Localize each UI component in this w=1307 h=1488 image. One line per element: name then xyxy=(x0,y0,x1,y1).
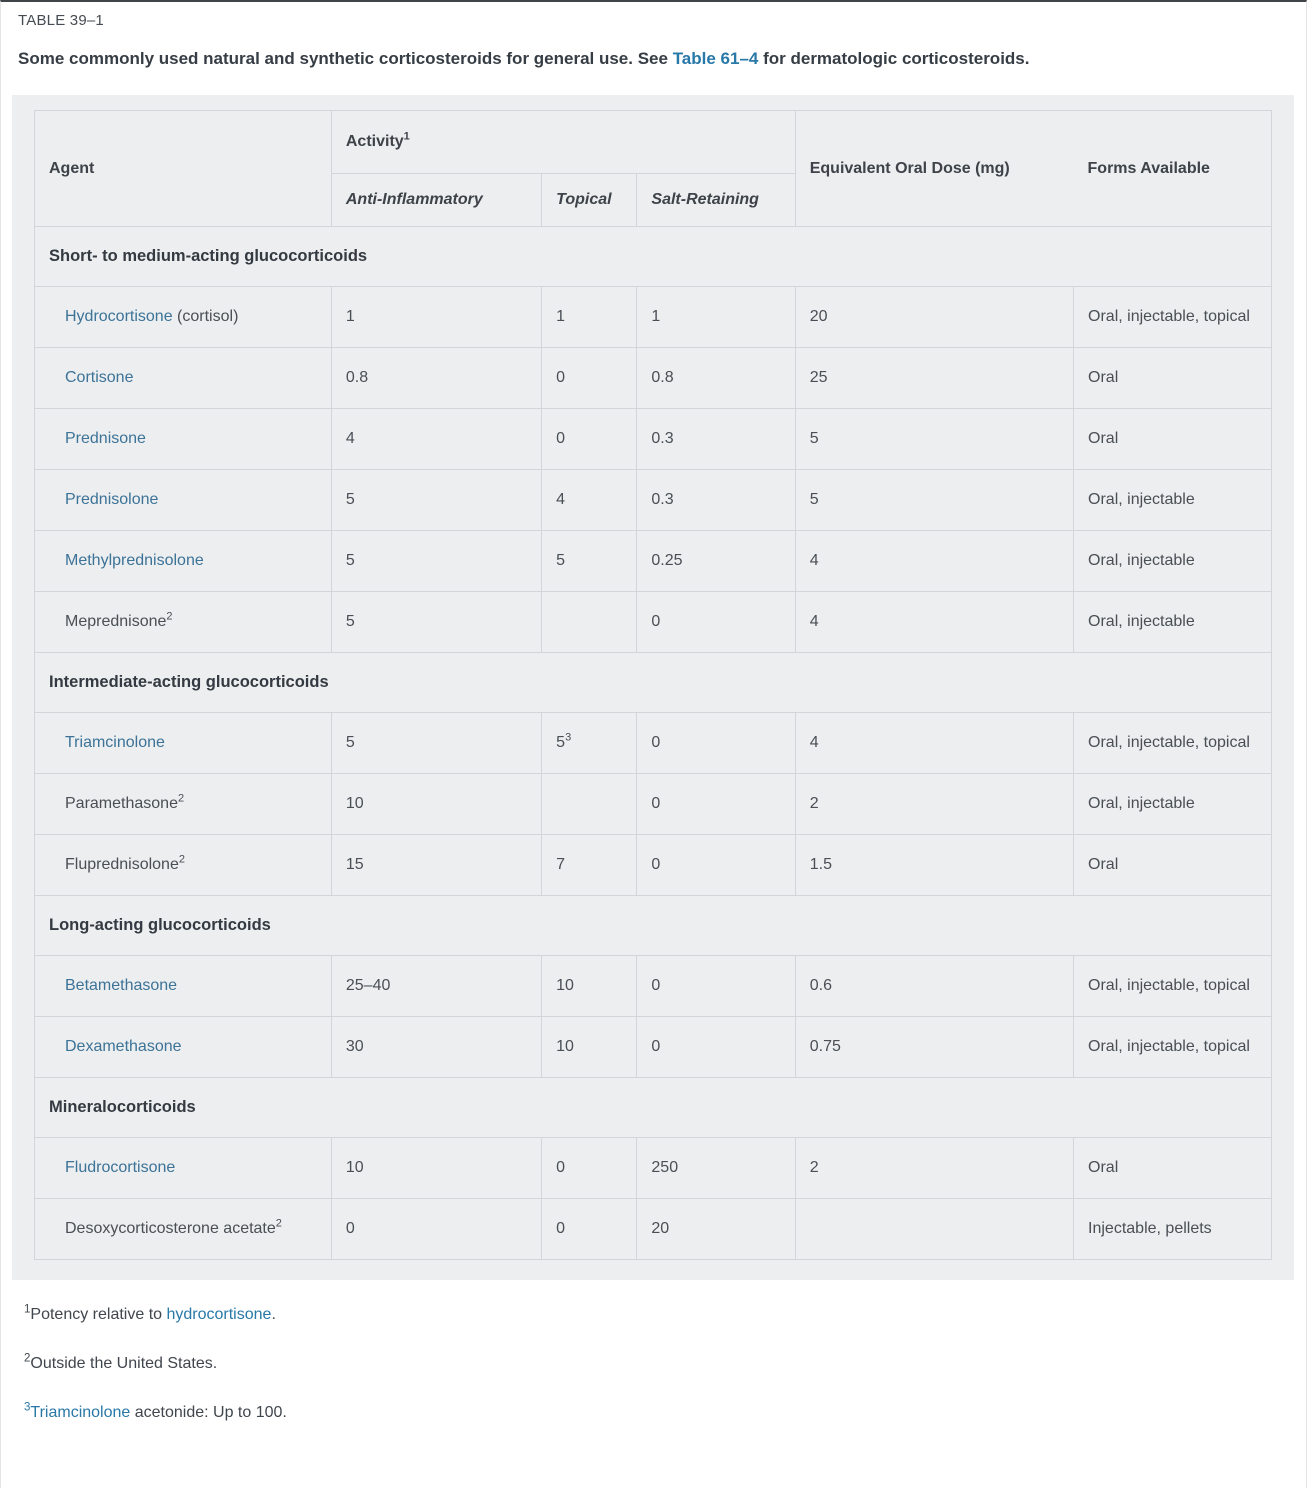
anti-inflammatory-cell: 5 xyxy=(331,531,541,592)
header-equivalent-oral-dose: Equivalent Oral Dose (mg) xyxy=(795,111,1073,227)
salt-retaining-cell: 0.8 xyxy=(637,348,795,409)
topical-cell: 7 xyxy=(542,835,637,896)
footnote-2 xyxy=(24,1352,1294,1373)
anti-inflammatory-cell: 10 xyxy=(331,1138,541,1199)
forms-cell: Oral, injectable xyxy=(1074,774,1272,835)
salt-retaining-cell: 0.3 xyxy=(637,409,795,470)
table-row xyxy=(35,409,1272,470)
section-row xyxy=(35,1078,1272,1138)
agent-name: Meprednisone xyxy=(65,613,167,630)
table-row xyxy=(35,287,1272,348)
agent-cell xyxy=(35,774,332,835)
agent-cell xyxy=(35,835,332,896)
topical-footnote-marker: 3 xyxy=(565,731,572,744)
topical-cell: 4 xyxy=(542,470,637,531)
forms-cell: Oral, injectable xyxy=(1074,592,1272,653)
drug-link[interactable]: Methylprednisolone xyxy=(65,552,204,569)
agent-cell xyxy=(35,713,332,774)
footnote-1 xyxy=(24,1303,1294,1324)
salt-retaining-cell: 250 xyxy=(637,1138,795,1199)
agent-name: Fluprednisolone xyxy=(65,856,179,873)
agent-footnote-marker: 2 xyxy=(178,853,185,866)
topical-cell: 0 xyxy=(542,409,637,470)
topical-cell: $5^3$ xyxy=(542,713,637,774)
topical-cell xyxy=(542,774,637,835)
footnote-link-hydrocortisone[interactable]: hydrocortisone xyxy=(166,1306,272,1323)
drug-link[interactable]: Prednisolone xyxy=(65,491,159,508)
salt-retaining-cell: 0 xyxy=(637,774,795,835)
drug-link[interactable]: Betamethasone xyxy=(65,977,178,994)
drug-link[interactable]: Prednisone xyxy=(65,430,146,447)
header-anti-inflammatory: Anti-Inflammatory xyxy=(331,174,541,227)
topical-cell: 0 xyxy=(542,1199,637,1260)
salt-retaining-cell: 20 xyxy=(637,1199,795,1260)
section-label: Intermediate-acting glucocorticoids xyxy=(35,653,1272,713)
dose-cell: 0.6 xyxy=(795,956,1073,1017)
dose-cell: 20 xyxy=(795,287,1073,348)
dose-cell: 25 xyxy=(795,348,1073,409)
dose-cell: 4 xyxy=(795,531,1073,592)
activity-footnote-marker: 1 xyxy=(403,130,410,143)
table-row xyxy=(35,470,1272,531)
forms-cell: Oral, injectable, topical xyxy=(1074,287,1272,348)
agent-cell xyxy=(35,1017,332,1078)
header-salt-retaining: Salt-Retaining xyxy=(637,174,795,227)
footnote-link-triamcinolone[interactable]: Triamcinolone xyxy=(30,1404,131,1421)
dose-cell: 4 xyxy=(795,592,1073,653)
dose-cell: 5 xyxy=(795,409,1073,470)
agent-cell xyxy=(35,592,332,653)
section-label: Long-acting glucocorticoids xyxy=(35,896,1272,956)
section-label: Mineralocorticoids xyxy=(35,1078,1272,1138)
footnote-2-marker: 2 xyxy=(24,1352,31,1365)
agent-name: Paramethasone xyxy=(65,795,178,812)
header-agent: Agent xyxy=(35,111,332,227)
agent-cell xyxy=(35,470,332,531)
agent-suffix: (cortisol) xyxy=(172,308,239,325)
anti-inflammatory-cell: 25–40 xyxy=(331,956,541,1017)
dose-cell: 5 xyxy=(795,470,1073,531)
footnote-3-text-after: acetonide: Up to 100. xyxy=(130,1404,287,1421)
agent-footnote-marker: 2 xyxy=(166,610,173,623)
anti-inflammatory-cell: 4 xyxy=(331,409,541,470)
agent-name: Desoxycorticosterone acetate xyxy=(65,1220,276,1237)
section-label: Short- to medium-acting glucocorticoids xyxy=(35,227,1272,287)
salt-retaining-cell: 0 xyxy=(637,592,795,653)
anti-inflammatory-cell: 5 xyxy=(331,713,541,774)
topical-cell: 10 xyxy=(542,1017,637,1078)
forms-cell: Injectable, pellets xyxy=(1074,1199,1272,1260)
forms-cell: Oral xyxy=(1074,348,1272,409)
dose-cell xyxy=(795,1199,1073,1260)
topical-cell: 1 xyxy=(542,287,637,348)
footnote-3-marker: 3 xyxy=(24,1401,31,1414)
anti-inflammatory-cell: 0 xyxy=(331,1199,541,1260)
section-row xyxy=(35,227,1272,287)
drug-link[interactable]: Dexamethasone xyxy=(65,1038,182,1055)
dose-cell: 4 xyxy=(795,713,1073,774)
table-row xyxy=(35,835,1272,896)
salt-retaining-cell: 0 xyxy=(637,956,795,1017)
agent-cell xyxy=(35,1199,332,1260)
table-row xyxy=(35,774,1272,835)
dose-cell: 1.5 xyxy=(795,835,1073,896)
agent-cell xyxy=(35,348,332,409)
anti-inflammatory-cell: 30 xyxy=(331,1017,541,1078)
dose-cell: 2 xyxy=(795,774,1073,835)
forms-cell: Oral xyxy=(1074,409,1272,470)
forms-cell: Oral, injectable, topical xyxy=(1074,713,1272,774)
footnote-1-text: Potency relative to xyxy=(30,1306,167,1323)
drug-link[interactable]: Hydrocortisone xyxy=(65,308,173,325)
anti-inflammatory-cell: 15 xyxy=(331,835,541,896)
table-caption xyxy=(18,49,1294,69)
dose-cell: 2 xyxy=(795,1138,1073,1199)
drug-link[interactable]: Triamcinolone xyxy=(65,734,165,751)
table-row xyxy=(35,956,1272,1017)
salt-retaining-cell: 0 xyxy=(637,713,795,774)
forms-cell: Oral, injectable, topical xyxy=(1074,956,1272,1017)
table-panel xyxy=(12,95,1294,1280)
salt-retaining-cell: 0.3 xyxy=(637,470,795,531)
table-number-label: TABLE 39–1 xyxy=(18,12,104,29)
topical-cell xyxy=(542,592,637,653)
dose-cell: 0.75 xyxy=(795,1017,1073,1078)
forms-cell: Oral, injectable xyxy=(1074,470,1272,531)
agent-cell xyxy=(35,409,332,470)
topical-cell: 0 xyxy=(542,348,637,409)
agent-cell xyxy=(35,287,332,348)
header-activity: Activity$^1$ xyxy=(331,111,795,174)
agent-cell xyxy=(35,1138,332,1199)
footnote-2-text: Outside the United States. xyxy=(30,1355,218,1372)
anti-inflammatory-cell: 1 xyxy=(331,287,541,348)
header-row-top xyxy=(35,111,1272,174)
agent-footnote-marker: 2 xyxy=(275,1217,282,1230)
drug-link[interactable]: Fludrocortisone xyxy=(65,1159,176,1176)
salt-retaining-cell: 0.25 xyxy=(637,531,795,592)
section-row xyxy=(35,896,1272,956)
document-page xyxy=(1,12,1306,1422)
caption-text-after: for dermatologic corticosteroids. xyxy=(758,49,1030,68)
caption-table-link[interactable]: Table 61–4 xyxy=(672,49,759,68)
table-row xyxy=(35,592,1272,653)
anti-inflammatory-cell: 10 xyxy=(331,774,541,835)
salt-retaining-cell: 0 xyxy=(637,1017,795,1078)
table-row xyxy=(35,1199,1272,1260)
footnote-1-marker: 1 xyxy=(24,1303,31,1316)
table-row xyxy=(35,713,1272,774)
topical-cell: 5 xyxy=(542,531,637,592)
agent-footnote-marker: 2 xyxy=(177,792,185,805)
footnotes xyxy=(24,1303,1294,1422)
anti-inflammatory-cell: 0.8 xyxy=(331,348,541,409)
anti-inflammatory-cell: 5 xyxy=(331,592,541,653)
footnote-3 xyxy=(24,1401,1294,1422)
caption-text-before: Some commonly used natural and synthetic corticosteroids for general use. See xyxy=(18,49,673,68)
table-row xyxy=(35,1138,1272,1199)
anti-inflammatory-cell: 5 xyxy=(331,470,541,531)
header-topical: Topical xyxy=(542,174,637,227)
topical-cell: 10 xyxy=(542,956,637,1017)
section-row xyxy=(35,653,1272,713)
table-row xyxy=(35,531,1272,592)
drug-link[interactable]: Cortisone xyxy=(65,369,134,386)
forms-cell: Oral xyxy=(1074,835,1272,896)
forms-cell: Oral xyxy=(1074,1138,1272,1199)
forms-cell: Oral, injectable, topical xyxy=(1074,1017,1272,1078)
salt-retaining-cell: 1 xyxy=(637,287,795,348)
table-row xyxy=(35,1017,1272,1078)
table-row xyxy=(35,348,1272,409)
corticosteroids-table xyxy=(34,110,1272,1260)
agent-cell xyxy=(35,531,332,592)
salt-retaining-cell: 0 xyxy=(637,835,795,896)
topical-cell: 0 xyxy=(542,1138,637,1199)
footnote-1-text-after: . xyxy=(271,1306,276,1323)
agent-cell xyxy=(35,956,332,1017)
header-forms-available: Forms Available xyxy=(1074,111,1272,227)
forms-cell: Oral, injectable xyxy=(1074,531,1272,592)
